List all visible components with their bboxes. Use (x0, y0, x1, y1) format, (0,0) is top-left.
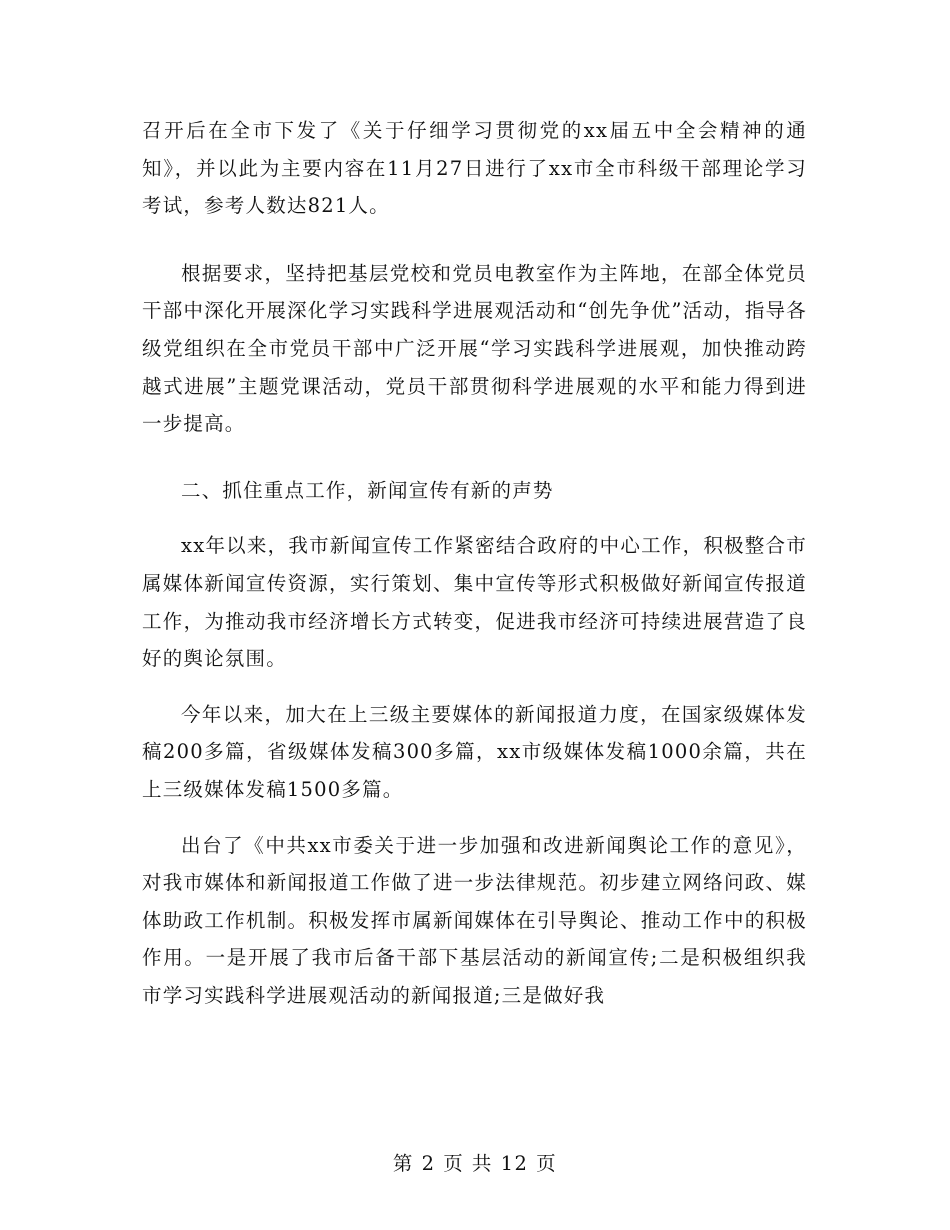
page-number-footer: 第 2 页 共 12 页 (392, 1152, 558, 1175)
paragraph-4: 今年以来，加大在上三级主要媒体的新闻报道力度，在国家级媒体发稿200多篇，省级媒体发稿300多篇，xx市级媒体发稿1000余篇，共在上三级媒体发稿1500多篇。 (142, 702, 807, 801)
paragraph-2: 根据要求，坚持把基层党校和党员电教室作为主阵地，在部全体党员干部中深化开展深化学习实践科学进展观活动和“创先争优”活动，指导各级党组织在全市党员干部中广泛开展“学习实践科学进展观，加快推动跨越式进展”主题党课活动，党员干部贯彻科学进展观的水平和能力得到进一步提高。 (142, 261, 807, 436)
section-heading: 二、抓住重点工作，新闻宣传有新的声势 (181, 478, 554, 502)
paragraph-1: 召开后在全市下发了《关于仔细学习贯彻党的xx届五中全会精神的通知》，并以此为主要内容在11月27日进行了xx市全市科级干部理论学习考试，参考人数达821人。 (142, 119, 807, 218)
paragraph-5: 出台了《中共xx市委关于进一步加强和改进新闻舆论工作的意见》，对我市媒体和新闻报道工作做了进一步法律规范。初步建立网络问政、媒体助政工作机制。积极发挥市属新闻媒体在引导舆论、推动工作中的积极作用。一是开展了我市后备干部下基层活动的新闻宣传;二是积极组织我市学习实践科学进展观活动的新闻报道;三是做好我 (142, 833, 807, 1007)
document-body (142, 112, 807, 1014)
paragraph-3: xx年以来，我市新闻宣传工作紧密结合政府的中心工作，积极整合市属媒体新闻宣传资源，实行策划、集中宣传等形式积极做好新闻宣传报道工作，为推动我市经济增长方式转变，促进我市经济可持续进展营造了良好的舆论氛围。 (142, 534, 807, 671)
